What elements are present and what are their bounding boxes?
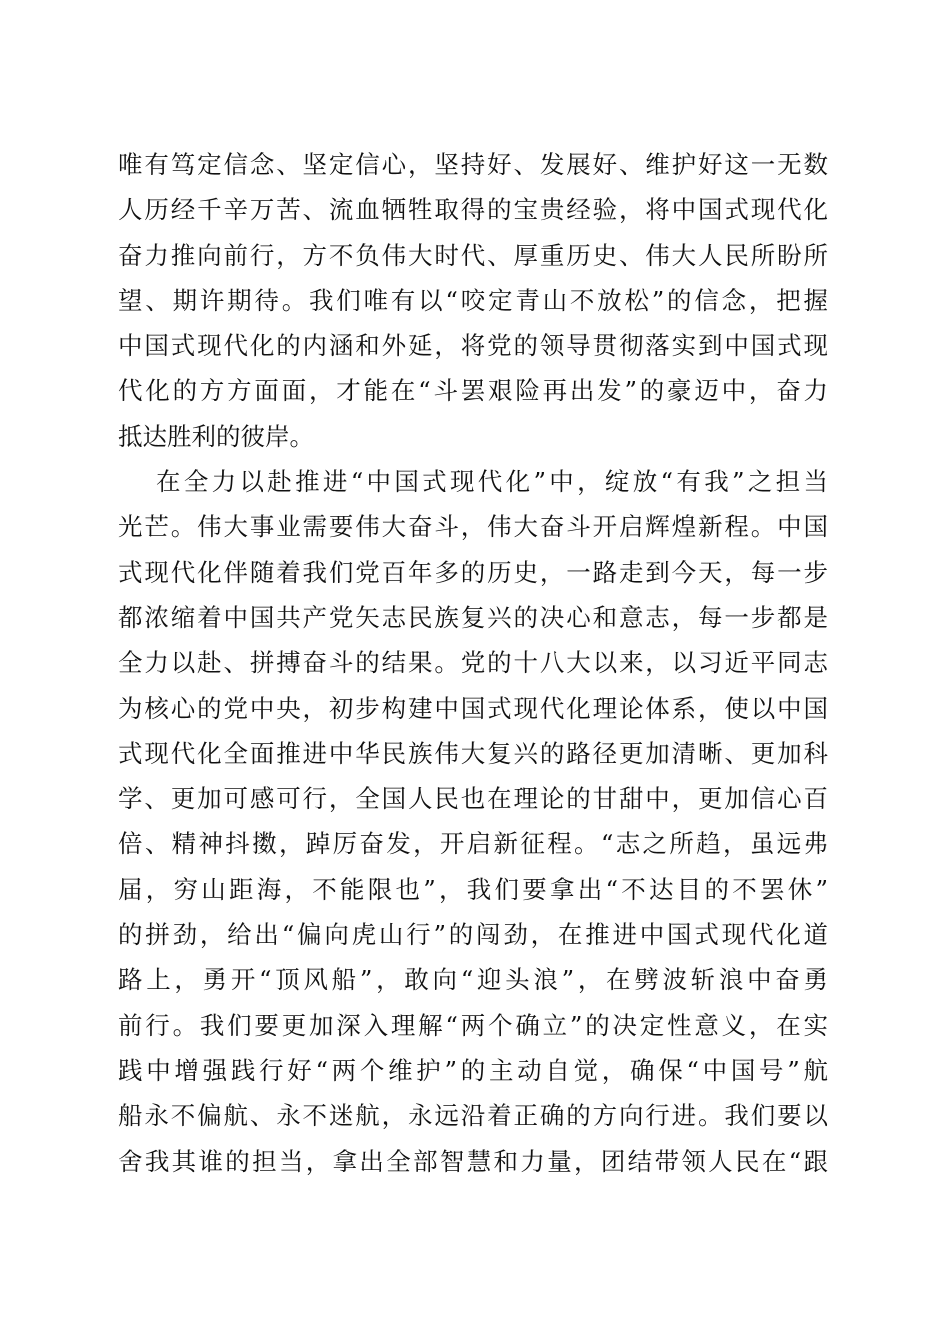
text-line: 全力以赴、拼搏奋斗的结果。党的十八大以来，以习近平同志 <box>118 648 828 678</box>
text-line: 式现代化伴随着我们党百年多的历史，一路走到今天，每一步 <box>118 557 828 587</box>
text-line: 抵达胜利的彼岸。 <box>118 421 314 451</box>
paragraph-2 <box>118 459 828 1184</box>
text-line: 奋力推向前行，方不负伟大时代、厚重历史、伟大人民所盼所 <box>118 240 828 270</box>
text-line: 代化的方方面面，才能在“斗罢艰险再出发”的豪迈中，奋力 <box>118 376 828 406</box>
text-line: 人历经千辛万苦、流血牺牲取得的宝贵经验，将中国式现代化 <box>118 195 828 225</box>
text-line: 光芒。伟大事业需要伟大奋斗，伟大奋斗开启辉煌新程。中国 <box>118 512 828 542</box>
text-line: 的拼劲，给出“偏向虎山行”的闯劲，在推进中国式现代化道 <box>118 920 828 950</box>
text-line: 唯有笃定信念、坚定信心，坚持好、发展好、维护好这一无数 <box>118 150 828 179</box>
text-line: 倍、精神抖擞，踔厉奋发，开启新征程。“志之所趋，虽远弗 <box>118 829 828 859</box>
text-line: 中国式现代化的内涵和外延，将党的领导贯彻落实到中国式现 <box>118 331 828 361</box>
text-line: 学、更加可感可行，全国人民也在理论的甘甜中，更加信心百 <box>118 784 828 814</box>
text-line: 在全力以赴推进“中国式现代化”中，绽放“有我”之担当 <box>156 467 828 497</box>
text-line: 前行。我们要更加深入理解“两个确立”的决定性意义，在实 <box>118 1010 828 1040</box>
text-line: 路上，勇开“顶风船”，敢向“迎头浪”，在劈波斩浪中奋勇 <box>118 965 828 995</box>
paragraph-1 <box>118 142 828 459</box>
text-line: 为核心的党中央，初步构建中国式现代化理论体系，使以中国 <box>118 693 828 723</box>
text-line: 望、期许期待。我们唯有以“咬定青山不放松”的信念，把握 <box>118 285 828 315</box>
text-line: 届，穷山距海，不能限也”，我们要拿出“不达目的不罢休” <box>118 874 828 904</box>
text-line: 践中增强践行好“两个维护”的主动自觉，确保“中国号”航 <box>118 1055 828 1085</box>
text-line: 舍我其谁的担当，拿出全部智慧和力量，团结带领人民在“跟 <box>118 1146 828 1176</box>
body-text <box>118 142 828 1184</box>
text-line: 式现代化全面推进中华民族伟大复兴的路径更加清晰、更加科 <box>118 738 828 768</box>
text-line: 都浓缩着中国共产党矢志民族复兴的决心和意志，每一步都是 <box>118 602 828 632</box>
text-line: 船永不偏航、永不迷航，永远沿着正确的方向行进。我们要以 <box>118 1101 828 1131</box>
